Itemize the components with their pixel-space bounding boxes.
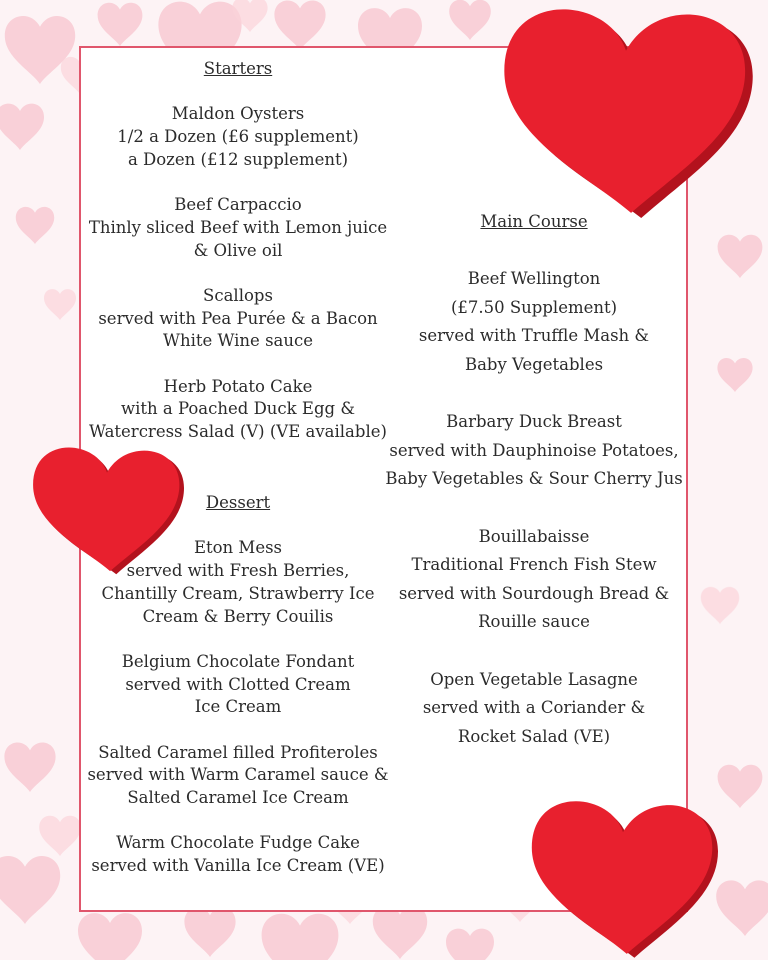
main-course-desc: Baby Vegetables — [464, 354, 604, 374]
dessert-desc: served with Warm Caramel sauce & — [87, 765, 389, 785]
main-course-desc: served with Truffle Mash & — [418, 326, 650, 346]
dessert-heading: Dessert — [205, 493, 271, 512]
main-course-item — [384, 265, 684, 379]
starter-name: Maldon Oysters — [171, 104, 305, 124]
starter-item — [82, 194, 394, 262]
dessert-item — [82, 742, 394, 810]
starter-desc: Thinly sliced Beef with Lemon juice — [88, 217, 388, 237]
main-course-section — [384, 208, 684, 751]
main-course-desc: Baby Vegetables & Sour Cherry Jus — [385, 469, 683, 489]
dessert-desc: Chantilly Cream, Strawberry Ice — [101, 583, 375, 603]
main-course-desc: (£7.50 Supplement) — [450, 297, 618, 317]
main-course-heading: Main Course — [480, 212, 588, 231]
starter-item — [82, 376, 394, 444]
starter-desc: 1/2 a Dozen (£6 supplement) — [117, 127, 359, 147]
starter-item — [82, 285, 394, 353]
starter-desc: with a Poached Duck Egg & — [120, 399, 356, 419]
main-course-desc: served with Dauphinoise Potatoes, — [389, 440, 679, 460]
starter-name: Beef Carpaccio — [174, 195, 302, 215]
main-course-desc: Traditional French Fish Stew — [411, 555, 657, 575]
main-course-name: Open Vegetable Lasagne — [430, 669, 638, 689]
dessert-name: Eton Mess — [193, 538, 283, 558]
dessert-name: Warm Chocolate Fudge Cake — [116, 833, 360, 853]
dessert-name: Belgium Chocolate Fondant — [121, 651, 355, 671]
main-course-name: Barbary Duck Breast — [446, 412, 622, 432]
dessert-item — [82, 832, 394, 877]
main-course-desc: Rocket Salad (VE) — [457, 726, 611, 746]
starters-section — [82, 58, 394, 444]
main-course-name: Beef Wellington — [467, 269, 601, 289]
main-course-item — [384, 523, 684, 637]
starter-item — [82, 103, 394, 171]
dessert-desc: Ice Cream — [194, 697, 282, 717]
starter-desc: Watercress Salad (V) (VE available) — [89, 422, 387, 442]
starters-heading: Starters — [203, 59, 273, 78]
starter-desc: White Wine sauce — [162, 331, 314, 351]
main-course-desc: Rouille sauce — [478, 612, 590, 632]
dessert-item — [82, 651, 394, 719]
dessert-desc: Salted Caramel Ice Cream — [127, 788, 349, 808]
dessert-desc: served with Fresh Berries, — [126, 561, 350, 581]
starter-desc: a Dozen (£12 supplement) — [127, 149, 349, 169]
starter-name: Herb Potato Cake — [163, 376, 313, 396]
heart-icon — [30, 440, 184, 576]
starter-name: Scallops — [203, 285, 273, 305]
heart-icon — [528, 792, 718, 960]
main-course-item — [384, 666, 684, 752]
dessert-desc: Cream & Berry Couilis — [142, 606, 334, 626]
dessert-desc: served with Clotted Cream — [125, 674, 351, 694]
main-course-desc: served with Sourdough Bread & — [398, 583, 670, 603]
starter-desc: served with Pea Purée & a Bacon — [98, 308, 378, 328]
dessert-desc: served with Vanilla Ice Cream (VE) — [91, 856, 385, 876]
main-course-desc: served with a Coriander & — [422, 698, 646, 718]
main-course-item — [384, 408, 684, 494]
starter-desc: & Olive oil — [193, 240, 283, 260]
main-course-name: Bouillabaisse — [478, 526, 590, 546]
heart-icon — [498, 0, 754, 218]
dessert-name: Salted Caramel filled Profiteroles — [98, 742, 378, 762]
